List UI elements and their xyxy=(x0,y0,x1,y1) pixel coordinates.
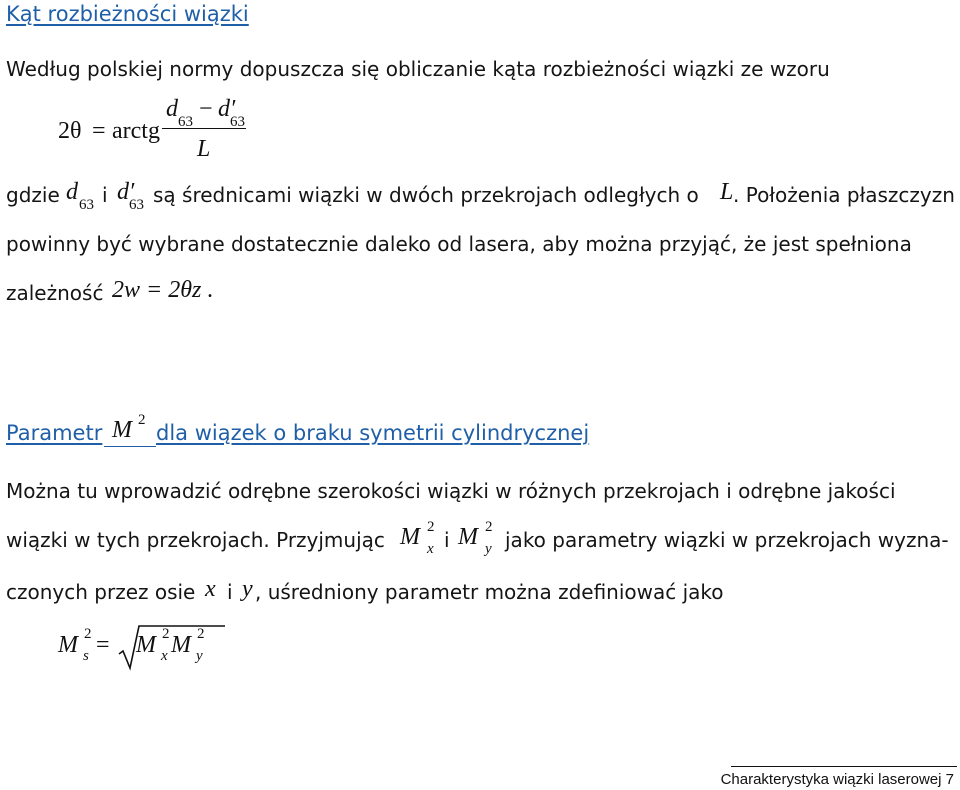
text-i: i xyxy=(102,183,108,207)
formula-lhs: 2θ xyxy=(58,118,82,144)
var-Mx-sub: x xyxy=(427,541,434,557)
var-dprime63: d′ xyxy=(117,179,135,205)
formula2-lhs-M: M xyxy=(58,632,78,658)
paragraph2-line-1: Można tu wprowadzić odrębne szerokości wiązki w różnych przekrojach i odrębne jakości xyxy=(6,479,896,503)
page-footer: Charakterystyka wiązki laserowej 7 xyxy=(720,771,954,788)
var-My: M xyxy=(458,524,478,550)
var-L: L xyxy=(720,179,734,205)
heading-underline-gap xyxy=(104,446,156,447)
text-zaleznosc: zależność xyxy=(6,281,104,305)
formula2-equals: = xyxy=(96,632,110,658)
formula-num-d: d xyxy=(166,96,178,122)
text-planes: . Położenia płaszczyzn xyxy=(733,183,955,207)
formula-num-dprime-sub: 63 xyxy=(230,114,245,130)
heading-asymmetric-beams: dla wiązek o braku symetrii cylindrycznej xyxy=(156,421,590,445)
formula-den-L: L xyxy=(197,136,211,162)
var-Mx: M xyxy=(400,524,420,550)
var-My-sup: 2 xyxy=(485,519,493,535)
text-diameters: są średnicami wiązki w dwóch przekrojach odległych o xyxy=(153,183,699,207)
formula2-Mx-sup: 2 xyxy=(162,626,170,642)
var-Mx-sup: 2 xyxy=(427,519,435,535)
text-i-3: i xyxy=(227,580,233,604)
formula2-My-sup: 2 xyxy=(197,626,205,642)
formula-minus: − xyxy=(199,96,213,122)
relation-period: . xyxy=(207,277,213,303)
formula2-My: M xyxy=(171,632,191,658)
formula-num-d-sub: 63 xyxy=(178,114,193,130)
formula-equals: = xyxy=(92,118,106,144)
intro-text: Według polskiej normy dopuszcza się obliczanie kąta rozbieżności wiązki ze wzoru xyxy=(6,57,830,81)
definition-line-2: powinny być wybrane dostatecznie daleko od lasera, aby można przyjąć, że jest spełniona xyxy=(6,232,912,256)
formula2-Mx-sub: x xyxy=(161,648,168,664)
relation-formula: 2w = 2θz xyxy=(112,277,202,303)
var-d63-sub: 63 xyxy=(79,197,94,213)
formula2-Mx: M xyxy=(136,632,156,658)
formula2-lhs-sub: s xyxy=(83,648,89,664)
heading-parametr: Parametr xyxy=(6,421,103,445)
fraction-bar xyxy=(162,128,246,129)
footer-rule xyxy=(731,766,957,767)
var-dprime63-sub: 63 xyxy=(129,197,144,213)
formula-num-dprime: d′ xyxy=(218,96,236,122)
text-averaged-parameter: , uśredniony parametr można zdefiniować jako xyxy=(255,580,724,604)
var-My-sub: y xyxy=(485,541,492,557)
formula2-My-sub: y xyxy=(196,648,203,664)
var-y: y xyxy=(242,576,253,602)
formula2-lhs-sup: 2 xyxy=(84,626,92,642)
text-przyjmujac: wiązki w tych przekrojach. Przyjmując xyxy=(6,528,385,552)
section-heading-beam-divergence: Kąt rozbieżności wiązki xyxy=(6,2,249,26)
formula-arctg: arctg xyxy=(112,118,160,144)
text-as-parameters: jako parametry wiązki w przekrojach wyzna- xyxy=(505,528,949,552)
heading-M-sup: 2 xyxy=(138,412,146,428)
text-axes: czonych przez osie xyxy=(6,580,196,604)
var-d63: d xyxy=(66,179,78,205)
text-gdzie: gdzie xyxy=(6,183,60,207)
heading-M: M xyxy=(112,417,132,443)
var-x: x xyxy=(205,576,216,602)
text-i-2: i xyxy=(444,528,450,552)
